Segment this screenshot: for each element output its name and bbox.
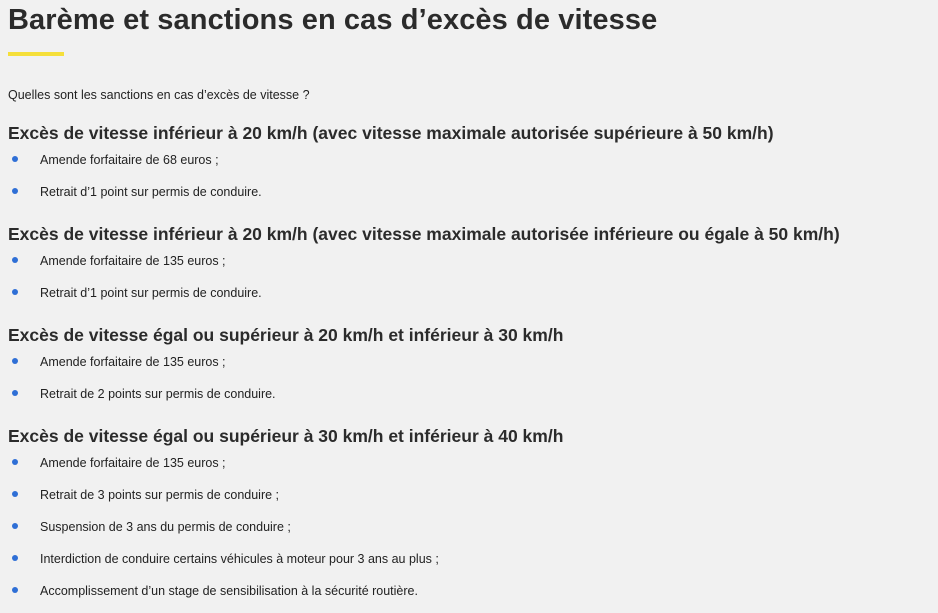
list-item-text: Retrait de 2 points sur permis de conduire. bbox=[40, 387, 276, 401]
bullet-icon bbox=[12, 587, 18, 593]
section-20-to-30 bbox=[8, 324, 938, 410]
bullet-icon bbox=[12, 390, 18, 396]
list-item-text: Amende forfaitaire de 68 euros ; bbox=[40, 153, 219, 167]
intro-question: Quelles sont les sanctions en cas d’excès de vitesse ? bbox=[8, 88, 310, 102]
list-item-text: Amende forfaitaire de 135 euros ; bbox=[40, 254, 226, 268]
list-item bbox=[8, 144, 938, 176]
list-item bbox=[8, 176, 938, 208]
list-item-text: Amende forfaitaire de 135 euros ; bbox=[40, 456, 226, 470]
list-item-text: Interdiction de conduire certains véhicules à moteur pour 3 ans au plus ; bbox=[40, 552, 439, 566]
bullet-icon bbox=[12, 491, 18, 497]
sanctions-list bbox=[8, 447, 938, 607]
bullet-icon bbox=[12, 459, 18, 465]
page-title: Barème et sanctions en cas d’excès de vitesse bbox=[8, 4, 658, 36]
bullet-icon bbox=[12, 555, 18, 561]
list-item-text: Retrait d’1 point sur permis de conduire. bbox=[40, 286, 262, 300]
sanctions-list bbox=[8, 144, 938, 208]
bullet-icon bbox=[12, 358, 18, 364]
list-item-text: Suspension de 3 ans du permis de conduire ; bbox=[40, 520, 291, 534]
section-heading: Excès de vitesse inférieur à 20 km/h (avec vitesse maximale autorisée supérieure à 50 km/h) bbox=[8, 123, 774, 143]
list-item bbox=[8, 277, 938, 309]
section-heading: Excès de vitesse inférieur à 20 km/h (avec vitesse maximale autorisée inférieure ou égale à 50 km/h) bbox=[8, 224, 840, 244]
bullet-icon bbox=[12, 523, 18, 529]
bullet-icon bbox=[12, 156, 18, 162]
section-under-20-above-50 bbox=[8, 122, 938, 208]
list-item bbox=[8, 245, 938, 277]
list-item bbox=[8, 378, 938, 410]
list-item bbox=[8, 447, 938, 479]
list-item bbox=[8, 479, 938, 511]
bullet-icon bbox=[12, 257, 18, 263]
list-item-text: Amende forfaitaire de 135 euros ; bbox=[40, 355, 226, 369]
section-under-20-up-to-50 bbox=[8, 223, 938, 309]
list-item bbox=[8, 511, 938, 543]
section-heading: Excès de vitesse égal ou supérieur à 30 km/h et inférieur à 40 km/h bbox=[8, 426, 564, 446]
list-item bbox=[8, 346, 938, 378]
list-item-text: Retrait d’1 point sur permis de conduire. bbox=[40, 185, 262, 199]
bullet-icon bbox=[12, 289, 18, 295]
section-30-to-40 bbox=[8, 425, 938, 607]
list-item bbox=[8, 575, 938, 607]
sanctions-list bbox=[8, 346, 938, 410]
sanctions-list bbox=[8, 245, 938, 309]
section-heading: Excès de vitesse égal ou supérieur à 20 km/h et inférieur à 30 km/h bbox=[8, 325, 564, 345]
title-underline bbox=[8, 52, 64, 56]
list-item-text: Retrait de 3 points sur permis de conduire ; bbox=[40, 488, 280, 502]
list-item bbox=[8, 543, 938, 575]
list-item-text: Accomplissement d’un stage de sensibilisation à la sécurité routière. bbox=[40, 584, 418, 598]
bullet-icon bbox=[12, 188, 18, 194]
